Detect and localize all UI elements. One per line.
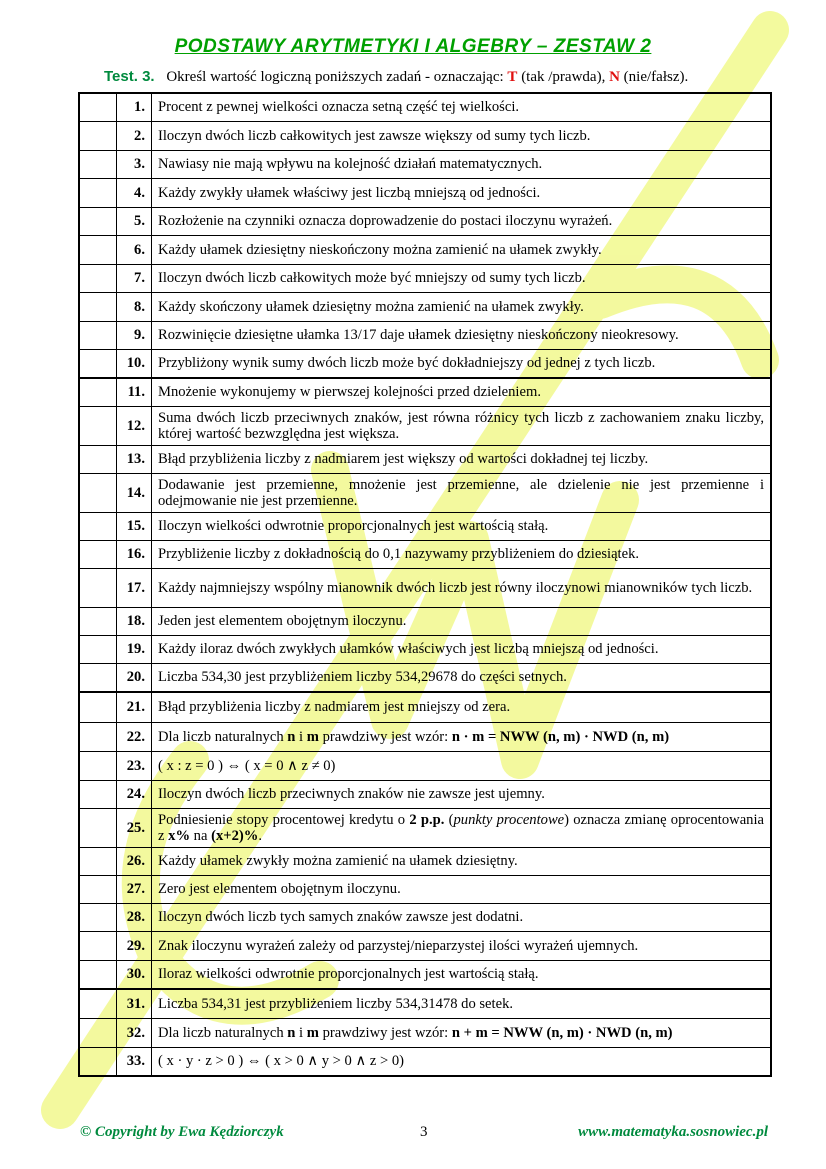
- question-text: Iloczyn dwóch liczb tych samych znaków zawsze jest dodatni.: [152, 903, 772, 931]
- answer-cell[interactable]: [79, 512, 117, 540]
- question-number: 7.: [117, 264, 152, 292]
- true-desc: (tak /prawda),: [521, 69, 606, 85]
- answer-cell[interactable]: [79, 780, 117, 808]
- question-text-part: Dla liczb naturalnych: [158, 728, 288, 745]
- question-number: 30.: [117, 960, 152, 989]
- question-text: Jeden jest elementem obojętnym iloczynu.: [152, 607, 772, 635]
- question-number: 16.: [117, 540, 152, 568]
- question-text-part: prawdziwy jest wzór:: [318, 1024, 452, 1041]
- answer-cell[interactable]: [79, 378, 117, 406]
- instruction-text: Określ wartość logiczną poniższych zadań - oznaczając:: [166, 69, 504, 85]
- question-row: [79, 903, 771, 931]
- question-text: Iloczyn dwóch liczb całkowitych może być mniejszy od sumy tych liczb.: [152, 264, 772, 292]
- question-row: [79, 751, 771, 780]
- false-letter: N: [609, 69, 620, 85]
- question-text: Każdy najmniejszy wspólny mianownik dwóch liczb jest równy iloczynowi mianowników tych liczb.: [152, 568, 772, 607]
- question-row: [79, 93, 771, 121]
- page-title: PODSTAWY ARYTMETYKI I ALGEBRY – ZESTAW 2: [174, 36, 652, 57]
- questions-table: [78, 92, 772, 1077]
- question-text: Nawiasy nie mają wpływu na kolejność działań matematycznych.: [152, 150, 772, 178]
- question-text: Iloczyn dwóch liczb całkowitych jest zawsze większy od sumy tych liczb.: [152, 121, 772, 150]
- question-number: 3.: [117, 150, 152, 178]
- copyright: © Copyright by Ewa Kędziorczyk: [80, 1124, 284, 1140]
- answer-cell[interactable]: [79, 445, 117, 473]
- question-text: Liczba 534,31 jest przybliżeniem liczby 534,31478 do setek.: [152, 989, 772, 1018]
- question-text: Każdy ułamek zwykły można zamienić na ułamek dziesiętny.: [152, 847, 772, 875]
- question-row: [79, 235, 771, 264]
- question-number: 15.: [117, 512, 152, 540]
- question-row: [79, 960, 771, 989]
- question-row: [79, 473, 771, 512]
- question-text-part: (: [444, 811, 454, 828]
- question-number: 11.: [117, 378, 152, 406]
- question-text: [152, 808, 772, 847]
- question-text: Suma dwóch liczb przeciwnych znaków, jest równa różnicy tych liczb z zachowaniem znaku liczby, której wartość bezwzględna jest większa.: [152, 406, 772, 445]
- answer-cell[interactable]: [79, 931, 117, 960]
- answer-cell[interactable]: [79, 960, 117, 989]
- question-text: ( x : z = 0 ) ⇔ ( x = 0 ∧ z ≠ 0): [152, 751, 772, 780]
- question-row: [79, 989, 771, 1018]
- question-text-part: m: [306, 728, 319, 745]
- question-text: Iloczyn dwóch liczb przeciwnych znaków nie zawsze jest ujemny.: [152, 780, 772, 808]
- question-number: 13.: [117, 445, 152, 473]
- question-row: [79, 406, 771, 445]
- question-row: [79, 635, 771, 663]
- answer-cell[interactable]: [79, 751, 117, 780]
- answer-cell[interactable]: [79, 635, 117, 663]
- question-number: 1.: [117, 93, 152, 121]
- question-number: 20.: [117, 663, 152, 692]
- answer-cell[interactable]: [79, 903, 117, 931]
- question-row: [79, 292, 771, 321]
- question-row: [79, 808, 771, 847]
- question-text-part: 2 p.p.: [409, 811, 445, 828]
- question-row: [79, 121, 771, 150]
- question-row: [79, 150, 771, 178]
- answer-cell[interactable]: [79, 1047, 117, 1076]
- answer-cell[interactable]: [79, 875, 117, 903]
- question-row: [79, 692, 771, 722]
- question-number: 10.: [117, 349, 152, 378]
- instruction: [104, 68, 688, 86]
- question-row: [79, 1018, 771, 1047]
- answer-cell[interactable]: [79, 121, 117, 150]
- question-row: [79, 875, 771, 903]
- answer-cell[interactable]: [79, 473, 117, 512]
- question-row: [79, 931, 771, 960]
- question-text: Każdy skończony ułamek dziesiętny można zamienić na ułamek zwykły.: [152, 292, 772, 321]
- question-number: 8.: [117, 292, 152, 321]
- question-text-part: x%: [168, 827, 191, 844]
- question-text: Procent z pewnej wielkości oznacza setną część tej wielkości.: [152, 93, 772, 121]
- answer-cell[interactable]: [79, 607, 117, 635]
- question-number: 12.: [117, 406, 152, 445]
- question-text-part: n: [287, 1024, 296, 1041]
- question-row: [79, 512, 771, 540]
- question-row: [79, 264, 771, 292]
- answer-cell[interactable]: [79, 93, 117, 121]
- question-text-part: (x+2)%: [211, 827, 259, 844]
- question-text: Każdy zwykły ułamek właściwy jest liczbą mniejszą od jedności.: [152, 178, 772, 207]
- question-number: 19.: [117, 635, 152, 663]
- question-text: Rozłożenie na czynniki oznacza doprowadzenie do postaci iloczynu wyrażeń.: [152, 207, 772, 235]
- question-text: Przybliżenie liczby z dokładnością do 0,1 nazywamy przybliżeniem do dziesiątek.: [152, 540, 772, 568]
- question-row: [79, 378, 771, 406]
- question-row: [79, 445, 771, 473]
- question-text-part: n + m = NWW (n, m) · NWD (n, m): [451, 1024, 673, 1041]
- question-text-part: Podniesienie stopy procentowej kredytu o: [158, 811, 410, 828]
- answer-cell[interactable]: [79, 178, 117, 207]
- question-number: 17.: [117, 568, 152, 607]
- question-row: [79, 780, 771, 808]
- test-label: Test. 3.: [104, 68, 155, 85]
- question-number: 29.: [117, 931, 152, 960]
- question-text: Rozwinięcie dziesiętne ułamka 13/17 daje ułamek dziesiętny nieskończony nieokresowy.: [152, 321, 772, 349]
- question-number: 32.: [117, 1018, 152, 1047]
- answer-cell[interactable]: [79, 235, 117, 264]
- question-number: 2.: [117, 121, 152, 150]
- question-text: Każdy ułamek dziesiętny nieskończony można zamienić na ułamek zwykły.: [152, 235, 772, 264]
- question-row: [79, 349, 771, 378]
- question-number: 22.: [117, 722, 152, 751]
- question-number: 9.: [117, 321, 152, 349]
- question-row: [79, 607, 771, 635]
- question-text-part: n · m = NWW (n, m) · NWD (n, m): [451, 728, 670, 745]
- question-row: [79, 207, 771, 235]
- answer-cell[interactable]: [79, 207, 117, 235]
- question-number: 33.: [117, 1047, 152, 1076]
- answer-cell[interactable]: [79, 722, 117, 751]
- question-text: Przybliżony wynik sumy dwóch liczb może być dokładniejszy od jednej z tych liczb.: [152, 349, 772, 378]
- answer-cell[interactable]: [79, 406, 117, 445]
- question-number: 24.: [117, 780, 152, 808]
- question-text: ( x · y · z > 0 ) ⇔ ( x > 0 ∧ y > 0 ∧ z > 0): [152, 1047, 772, 1076]
- question-number: 23.: [117, 751, 152, 780]
- question-row: [79, 321, 771, 349]
- question-number: 26.: [117, 847, 152, 875]
- question-text: Znak iloczynu wyrażeń zależy od parzystej/nieparzystej ilości wyrażeń ujemnych.: [152, 931, 772, 960]
- question-number: 28.: [117, 903, 152, 931]
- answer-cell[interactable]: [79, 150, 117, 178]
- answer-cell[interactable]: [79, 264, 117, 292]
- page-number: 3: [420, 1124, 428, 1140]
- question-row: [79, 540, 771, 568]
- question-text: Mnożenie wykonujemy w pierwszej kolejności przed dzieleniem.: [152, 378, 772, 406]
- question-text: [152, 1018, 772, 1047]
- answer-cell[interactable]: [79, 989, 117, 1018]
- false-desc: (nie/fałsz).: [623, 69, 689, 85]
- question-row: [79, 178, 771, 207]
- true-letter: T: [507, 69, 518, 85]
- question-row: [79, 663, 771, 692]
- answer-cell[interactable]: [79, 292, 117, 321]
- answer-cell[interactable]: [79, 321, 117, 349]
- question-text: Liczba 534,30 jest przybliżeniem liczby 534,29678 do części setnych.: [152, 663, 772, 692]
- question-text-part: .: [258, 827, 262, 844]
- question-text-part: i: [295, 1024, 307, 1041]
- question-number: 31.: [117, 989, 152, 1018]
- question-text: Błąd przybliżenia liczby z nadmiarem jest mniejszy od zera.: [152, 692, 772, 722]
- answer-cell[interactable]: [79, 1018, 117, 1047]
- question-text: [152, 722, 772, 751]
- question-number: 4.: [117, 178, 152, 207]
- question-row: [79, 1047, 771, 1076]
- question-text-part: prawdziwy jest wzór:: [318, 728, 452, 745]
- question-row: [79, 722, 771, 751]
- answer-cell[interactable]: [79, 692, 117, 722]
- question-row: [79, 847, 771, 875]
- question-text: Każdy iloraz dwóch zwykłych ułamków właściwych jest liczbą mniejszą od jedności.: [152, 635, 772, 663]
- question-text-part: punkty procentowe: [453, 811, 565, 828]
- question-number: 6.: [117, 235, 152, 264]
- question-number: 14.: [117, 473, 152, 512]
- question-text-part: n: [287, 728, 296, 745]
- question-row: [79, 568, 771, 607]
- answer-cell[interactable]: [79, 847, 117, 875]
- question-text-part: m: [306, 1024, 319, 1041]
- answer-cell[interactable]: [79, 808, 117, 847]
- answer-cell[interactable]: [79, 663, 117, 692]
- question-number: 27.: [117, 875, 152, 903]
- question-text: Zero jest elementem obojętnym iloczynu.: [152, 875, 772, 903]
- question-number: 18.: [117, 607, 152, 635]
- question-text: Błąd przybliżenia liczby z nadmiarem jest większy od wartości dokładnej tej liczby.: [152, 445, 772, 473]
- website-link[interactable]: www.matematyka.sosnowiec.pl: [578, 1124, 768, 1140]
- answer-cell[interactable]: [79, 568, 117, 607]
- question-number: 5.: [117, 207, 152, 235]
- question-text-part: Dla liczb naturalnych: [158, 1024, 288, 1041]
- answer-cell[interactable]: [79, 349, 117, 378]
- question-number: 25.: [117, 808, 152, 847]
- question-text: Iloczyn wielkości odwrotnie proporcjonalnych jest wartością stałą.: [152, 512, 772, 540]
- question-number: 21.: [117, 692, 152, 722]
- question-text-part: na: [190, 827, 212, 844]
- answer-cell[interactable]: [79, 540, 117, 568]
- question-text: Iloraz wielkości odwrotnie proporcjonalnych jest wartością stałą.: [152, 960, 772, 989]
- question-text: Dodawanie jest przemienne, mnożenie jest przemienne, ale dzielenie nie jest przemienne i odejmowanie nie jest przemienne.: [152, 473, 772, 512]
- question-text-part: i: [295, 728, 307, 745]
- question-text-part: ) oznacza zmianę oprocentowania z: [158, 811, 764, 844]
